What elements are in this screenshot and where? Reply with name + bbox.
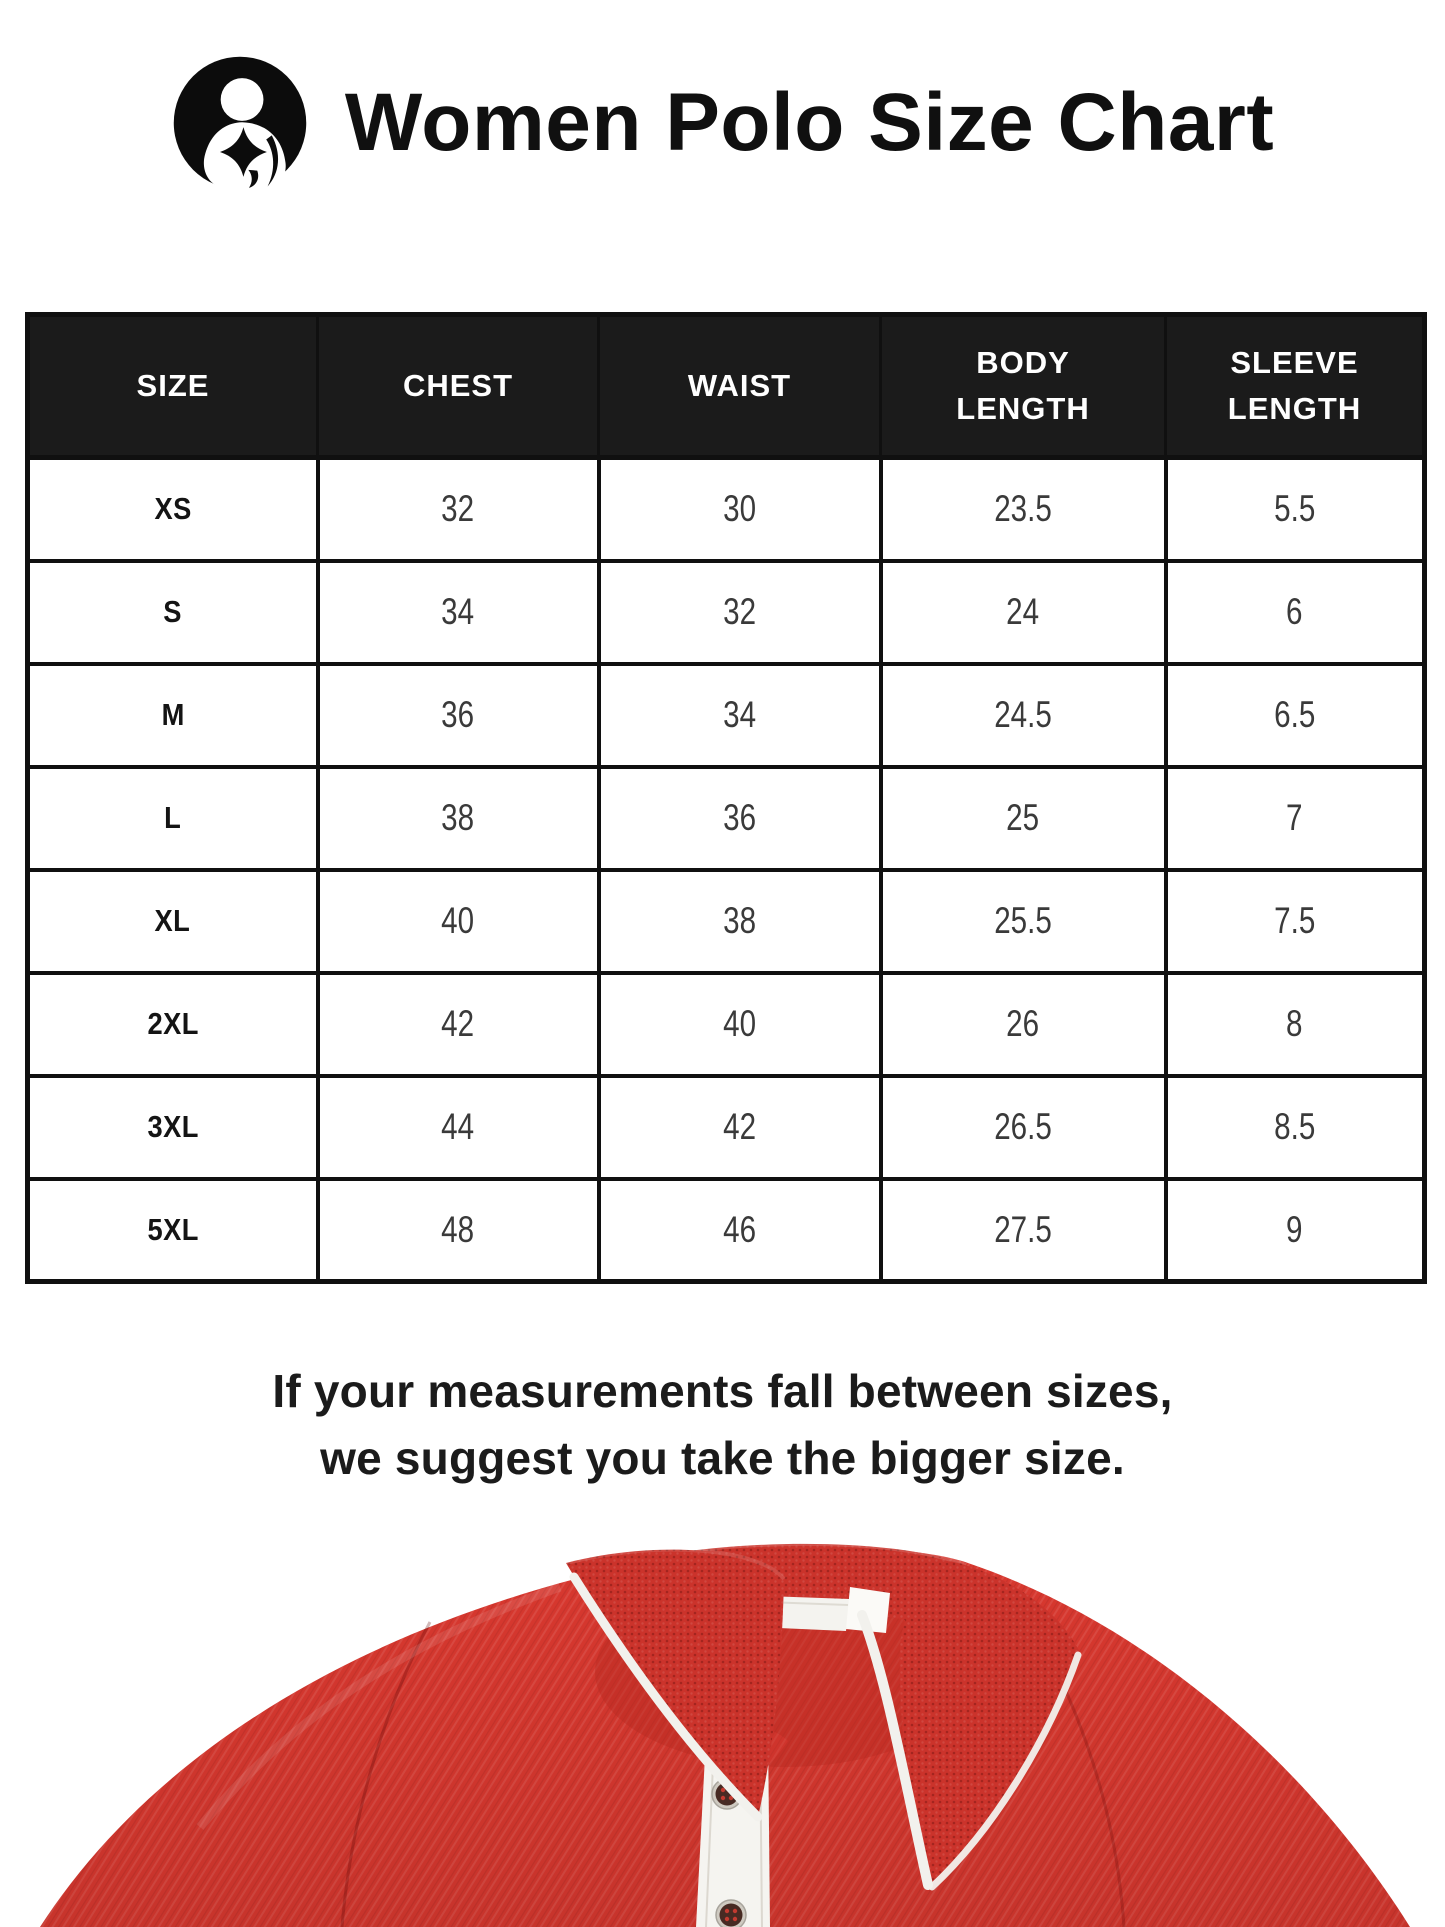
cell-sleeve-length: 7 bbox=[1166, 767, 1425, 870]
cell-chest: 36 bbox=[318, 664, 599, 767]
cell-size: L bbox=[28, 767, 318, 870]
cell-size: 3XL bbox=[28, 1076, 318, 1179]
cell-body-length: 24.5 bbox=[881, 664, 1166, 767]
cell-chest: 40 bbox=[318, 870, 599, 973]
size-chart-table bbox=[25, 312, 1427, 1284]
brand-logo-icon bbox=[171, 50, 309, 196]
product-photo-polo-shirt bbox=[0, 1527, 1445, 1927]
cell-body-length: 26 bbox=[881, 973, 1166, 1076]
fit-note-line1: If your measurements fall between sizes, bbox=[272, 1365, 1173, 1417]
cell-chest: 48 bbox=[318, 1179, 599, 1282]
cell-chest: 44 bbox=[318, 1076, 599, 1179]
table-row-l bbox=[28, 767, 1425, 870]
cell-body-length: 24 bbox=[881, 561, 1166, 664]
cell-waist: 38 bbox=[599, 870, 881, 973]
table-row-2xl bbox=[28, 973, 1425, 1076]
cell-size: XL bbox=[28, 870, 318, 973]
cell-size: 2XL bbox=[28, 973, 318, 1076]
cell-sleeve-length: 9 bbox=[1166, 1179, 1425, 1282]
cell-waist: 34 bbox=[599, 664, 881, 767]
table-row-m bbox=[28, 664, 1425, 767]
fit-note bbox=[0, 1358, 1445, 1491]
cell-size: XS bbox=[28, 458, 318, 561]
cell-body-length: 27.5 bbox=[881, 1179, 1166, 1282]
cell-body-length: 25 bbox=[881, 767, 1166, 870]
cell-body-length: 23.5 bbox=[881, 458, 1166, 561]
cell-body-length: 26.5 bbox=[881, 1076, 1166, 1179]
header bbox=[0, 50, 1445, 196]
table-row-3xl bbox=[28, 1076, 1425, 1179]
col-header-body-length: BODY LENGTH bbox=[881, 315, 1166, 458]
table-row-xl bbox=[28, 870, 1425, 973]
cell-chest: 32 bbox=[318, 458, 599, 561]
cell-waist: 30 bbox=[599, 458, 881, 561]
cell-waist: 36 bbox=[599, 767, 881, 870]
fit-note-line2: we suggest you take the bigger size. bbox=[320, 1431, 1125, 1484]
cell-waist: 40 bbox=[599, 973, 881, 1076]
cell-sleeve-length: 6.5 bbox=[1166, 664, 1425, 767]
table-header-row bbox=[28, 315, 1425, 458]
col-header-sleeve-length: SLEEVE LENGTH bbox=[1166, 315, 1425, 458]
cell-sleeve-length: 5.5 bbox=[1166, 458, 1425, 561]
table-row-s bbox=[28, 561, 1425, 664]
cell-chest: 38 bbox=[318, 767, 599, 870]
cell-sleeve-length: 8.5 bbox=[1166, 1076, 1425, 1179]
cell-sleeve-length: 6 bbox=[1166, 561, 1425, 664]
cell-body-length: 25.5 bbox=[881, 870, 1166, 973]
cell-chest: 34 bbox=[318, 561, 599, 664]
col-header-waist: WAIST bbox=[599, 315, 881, 458]
cell-size: M bbox=[28, 664, 318, 767]
cell-waist: 46 bbox=[599, 1179, 881, 1282]
cell-waist: 42 bbox=[599, 1076, 881, 1179]
cell-sleeve-length: 7.5 bbox=[1166, 870, 1425, 973]
cell-size: S bbox=[28, 561, 318, 664]
cell-chest: 42 bbox=[318, 973, 599, 1076]
cell-waist: 32 bbox=[599, 561, 881, 664]
cell-sleeve-length: 8 bbox=[1166, 973, 1425, 1076]
polo-shirt-illustration bbox=[0, 1527, 1445, 1927]
table-row-5xl bbox=[28, 1179, 1425, 1282]
col-header-size: SIZE bbox=[28, 315, 318, 458]
button-bottom bbox=[716, 1900, 746, 1927]
table-row-xs bbox=[28, 458, 1425, 561]
cell-size: 5XL bbox=[28, 1179, 318, 1282]
page-title: Women Polo Size Chart bbox=[344, 77, 1275, 168]
col-header-chest: CHEST bbox=[318, 315, 599, 458]
